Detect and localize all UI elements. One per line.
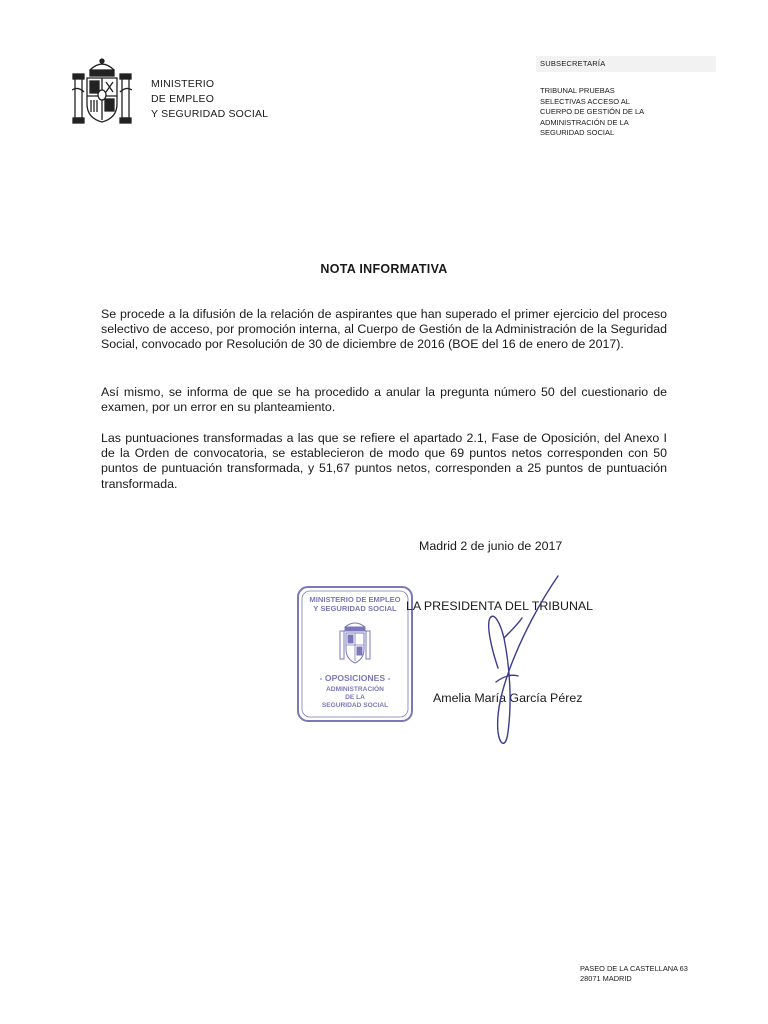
ministry-line: DE EMPLEO [151,93,215,105]
tribunal-line: TRIBUNAL PRUEBAS [540,86,615,95]
stamp-line: DE LA [345,694,365,702]
ministry-line: MINISTERIO [151,78,215,90]
tribunal-line: SELECTIVAS ACCESO AL [540,96,630,106]
stamp-line: SEGURIDAD SOCIAL [321,702,389,710]
stamp-line: Y SEGURIDAD SOCIAL [313,604,397,613]
signatory-role: LA PRESIDENTA DEL TRIBUNAL [406,599,594,613]
handwritten-signature [460,572,580,752]
ministry-line: Y SEGURIDAD SOCIAL [151,108,269,120]
tribunal-line: CUERPO DE GESTIÓN DE LA [540,107,645,117]
signatory-name: Amelia María García Pérez [433,691,583,705]
body-paragraph: Se procede a la difusión de la relación de aspirantes que han superado el primer ejercicio del proceso selectivo de acceso, por promoción interna, al Cuerpo de Gestión de la Administración de la Seguridad Social, convocado por Resolución de 30 de diciembre de 2016 (BOE del 16 de enero de 2017). [101,307,667,352]
body-paragraph: Las puntuaciones transformadas a las que se refiere el apartado 2.1, Fase de Oposición, del Anexo I de la Orden de convocatoria, se establecieron de modo que 69 puntos netos corresponden con 50 puntos de puntuación transformada, y 51,67 puntos netos, corresponden a 25 puntos de puntuación transformada. [101,431,667,491]
stamp-line: MINISTERIO DE EMPLEO [309,595,401,604]
tribunal-line: SEGURIDAD SOCIAL [540,128,615,138]
ministry-name [151,77,268,122]
coat-of-arms-icon [72,56,132,128]
stamp-top-text [296,595,414,613]
tribunal-label [540,86,700,139]
tribunal-line: ADMINISTRACIÓN DE LA [540,117,629,127]
footer-line: 28071 MADRID [580,973,632,983]
body-paragraph: Así mismo, se informa de que se ha procedido a anular la pregunta número 50 del cuestionario de examen, por un error en su planteamiento. [101,385,667,415]
subsecretaria-label: SUBSECRETARÍA [540,59,606,68]
footer-line: PASEO DE LA CASTELLANA 63 [580,964,688,973]
document-date: Madrid 2 de junio de 2017 [419,539,563,553]
stamp-bottom-text [296,686,414,711]
stamp-line: ADMINISTRACIÓN [326,686,384,693]
official-stamp [296,585,414,723]
stamp-label: - OPOSICIONES - [319,673,391,683]
document-title: NOTA INFORMATIVA [320,262,448,276]
footer-address [580,964,688,983]
